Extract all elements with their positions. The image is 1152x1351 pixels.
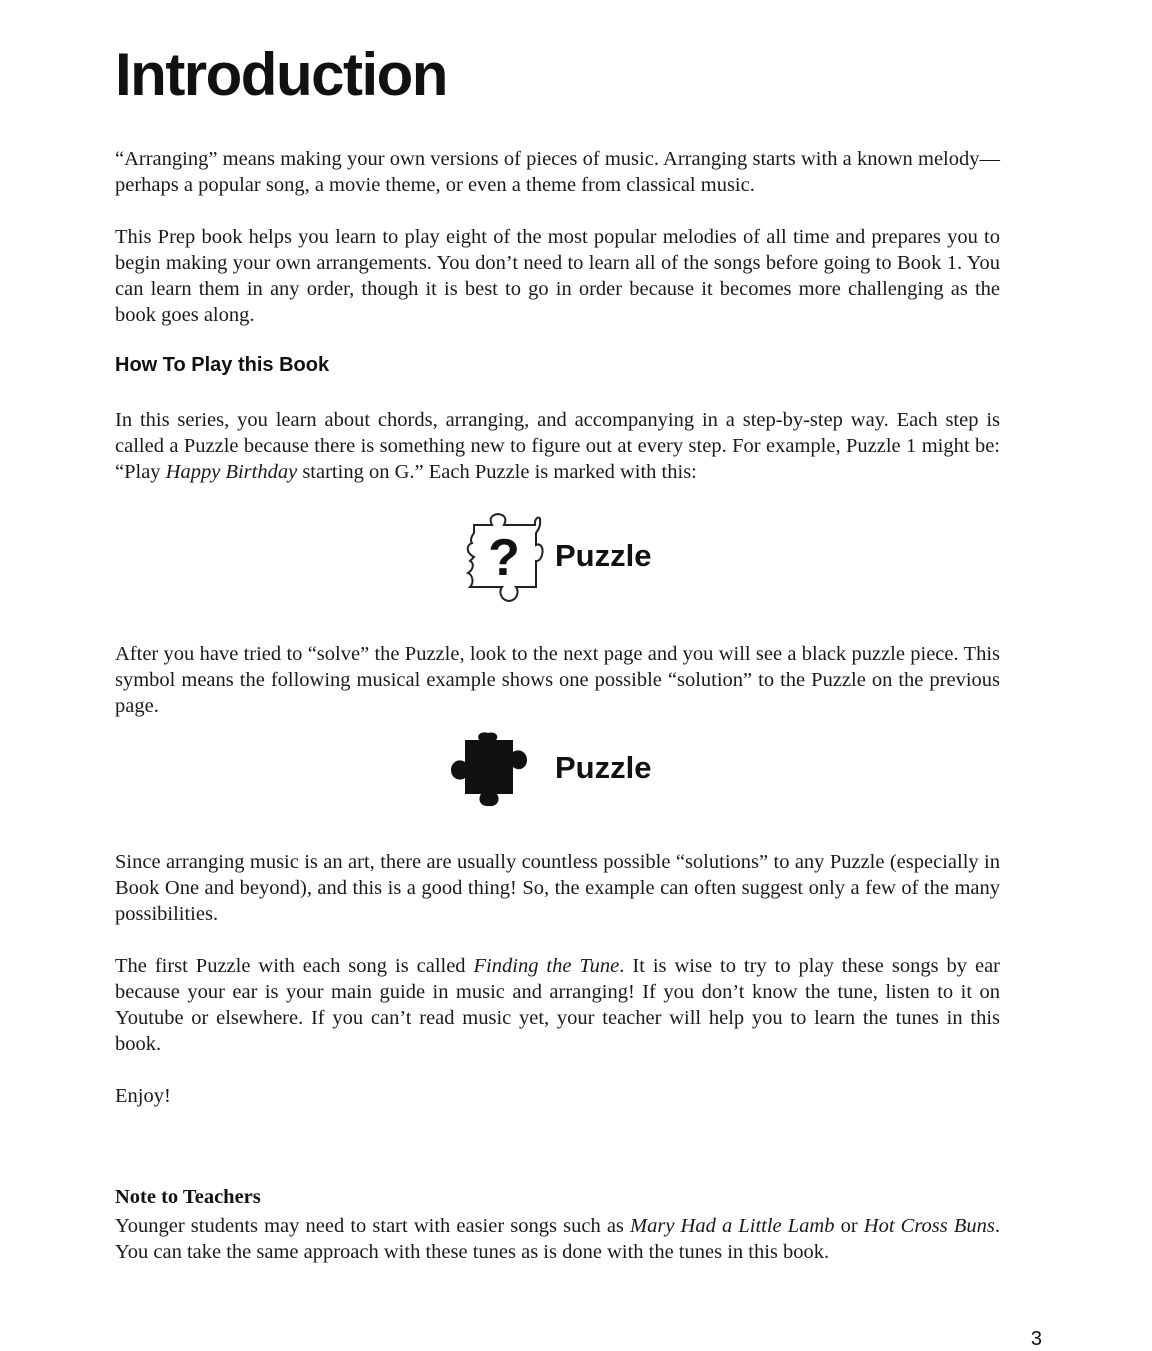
section-heading-how-to-play: How To Play this Book — [115, 354, 330, 376]
solution-label: Puzzle — [555, 750, 652, 785]
puzzle-solid-black-icon — [449, 732, 529, 808]
intro-paragraph-5: Since arranging music is an art, there are usually countless possible “solutions” to any Puzzle (especially in Book One and beyond), and this is a good thing! So, the example can often suggest only a few of the many possibilities. — [115, 851, 1000, 925]
puzzle-marker — [115, 508, 1000, 608]
intro-paragraph-2: This Prep book helps you learn to play eight of the most popular melodies of all time and prepares you to begin making your own arrangements. You don’t need to learn all of the songs before going to Book 1. You can learn them in any order, though it is best to go in order because it becomes more challenging as the book goes along. — [115, 226, 1000, 326]
intro-paragraph-7: Enjoy! — [115, 1085, 171, 1107]
page-number: 3 — [1030, 1328, 1042, 1350]
intro-paragraph-1: “Arranging” means making your own versions of pieces of music. Arranging starts with a known melody—perhaps a popular song, a movie theme, or even a theme from classical music. — [115, 148, 1000, 196]
page-title: Introduction — [115, 41, 447, 108]
puzzle-outline-question-icon — [464, 511, 544, 605]
intro-paragraph-4: After you have tried to “solve” the Puzzle, look to the next page and you will see a black puzzle piece. This symbol means the following musical example shows one possible “solution” to the Puzzle on the previous page. — [115, 643, 1000, 717]
intro-paragraph-3: In this series, you learn about chords, arranging, and accompanying in a step-by-step way. Each step is called a Puzzle because there is something new to figure out at every step. For example, Puzzle 1 might be: “Play Happy Birthday starting on G.” Each Puzzle is marked with this: — [115, 409, 1000, 483]
teachers-note-heading: Note to Teachers — [115, 1186, 261, 1208]
teachers-note-text: Younger students may need to start with easier songs such as Mary Had a Little Lamb or Hot Cross Buns. You can take the same approach with these tunes as is done with the tunes in this book. — [115, 1215, 1001, 1263]
puzzle-label: Puzzle — [555, 538, 652, 573]
intro-paragraph-6: The first Puzzle with each song is called Finding the Tune. It is wise to try to play these songs by ear because your ear is your main guide in music and arranging! If you don’t know the tune, listen to it on Youtube or elsewhere. If you can’t read music yet, your teacher will help you to learn the tunes in this book. — [115, 955, 1001, 1055]
solution-marker — [115, 730, 1000, 830]
question-mark: ? — [488, 529, 520, 587]
